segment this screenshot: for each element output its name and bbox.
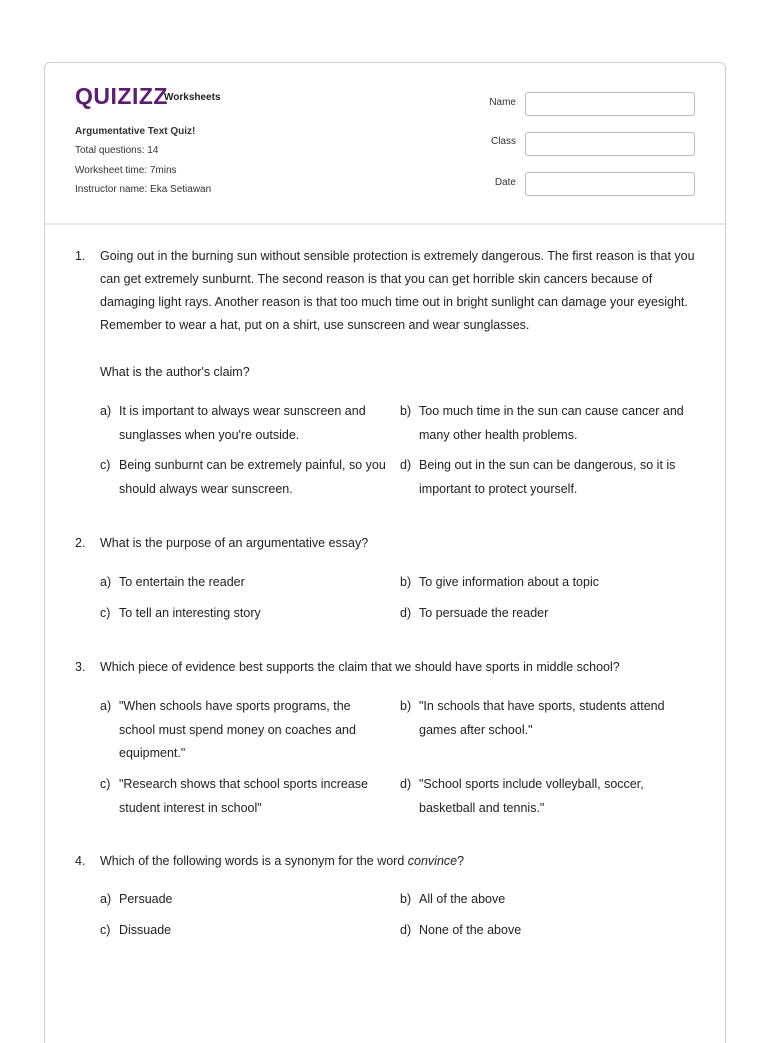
date-field[interactable]: [525, 172, 695, 196]
question-passage: Going out in the burning sun without sensible protection is extremely dangerous. The first reason is that you can get extremely sunburnt. The second reason is that you can get horrible skin cancers because of damaging light rays. Another reason is that too much time out in bright sunlight can damage your eyesight. Remember to wear a hat, put on a shirt, use sunscreen and wear sunglasses.: [100, 249, 695, 332]
worksheet-header: [45, 63, 725, 225]
class-label: Class: [490, 136, 516, 147]
date-label: Date: [494, 177, 516, 188]
worksheet-time: Worksheet time: 7mins: [75, 165, 177, 176]
quizizz-logo: QUIZIZZ: [75, 83, 168, 109]
name-field[interactable]: [525, 92, 695, 116]
question-number: 2.: [75, 536, 86, 550]
question-number: 1.: [75, 249, 86, 263]
question-prompt: Which of the following words is a synonym for the word convince?: [100, 854, 465, 868]
question-number: 4.: [75, 854, 86, 868]
instructor-name: Instructor name: Eka Setiawan: [75, 184, 212, 195]
name-label: Name: [489, 97, 516, 108]
class-field[interactable]: [525, 132, 695, 156]
question-prompt: What is the author's claim?: [100, 365, 250, 379]
question-number: 3.: [75, 660, 86, 674]
question-prompt: Which piece of evidence best supports the claim that we should have sports in middle school?: [100, 660, 620, 674]
total-questions: Total questions: 14: [75, 145, 159, 156]
question-prompt: What is the purpose of an argumentative essay?: [100, 536, 369, 550]
quiz-title: Argumentative Text Quiz!: [75, 126, 196, 137]
worksheet: QUIZIZZ Worksheets Argumentative Text Quiz! Total questions: 14 Worksheet time: 7mins Instructor name: Eka Setiawan Name Class Date 1. Going out in the burning sun without sensible protection is extremely dangerous. The first reason is that you can get extremely sunburnt. The second reason is that you can get horrible skin cancers because of damaging light rays. Another reason is that too much time out in bright sunlight can damage your eyesight. Remember to wear a hat, put on a shirt, use sunscreen and wear sunglasses. What is the author's claim? a) It is important to always wear sunscreen and sunglasses when you're outside. b) Too much time in the sun can cause cancer and many other health problems. c) Being sunburnt can be extremely painful, so you should always wear sunscreen. d) Being out in the sun can be dangerous, so it is important to protect yourself. 2. What is the purpose of an argumentative essay? a) To entertain the reader b) To give information about a topic c) To tell an interesting story d) To persuade the reader 3. Which piece of evidence best supports the claim that we should have sports in middle school? a) "When schools have sports programs, the school must spend money on coaches and equipment." b) "In schools that have sports, students attend games after school." c) "Research shows that school sports increase student interest in school" d) "School sports include volleyball, soccer, basketball and tennis." 4. Which of the following words is a synonym for the word convince? a) Persuade b) All of the above c) Dissuade d) None of the above: [44, 62, 726, 1043]
logo-subtitle: Worksheets: [164, 92, 221, 103]
